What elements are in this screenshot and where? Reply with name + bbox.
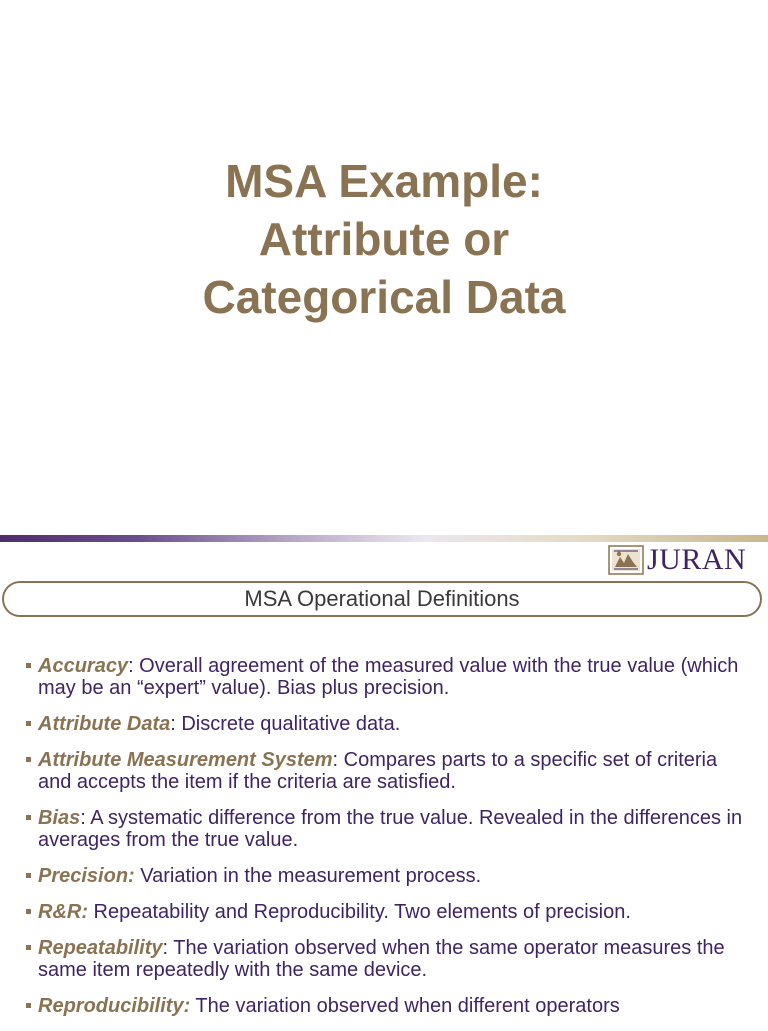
definitions-list: [26, 655, 746, 1031]
definition-term: Repeatability: [38, 937, 163, 959]
definition-text: Overall agreement of the measured value with the true value (which may be an “expert” value). Bias plus precision.: [38, 655, 739, 699]
slide-title: [0, 152, 768, 326]
slide-title-line-3: Categorical Data: [202, 271, 566, 323]
definition-term: Precision:: [38, 865, 135, 887]
definition-text: A systematic difference from the true value. Revealed in the differences in averages from the true value.: [38, 807, 743, 851]
definition-text: The variation observed when different operators: [190, 995, 620, 1017]
gradient-divider: [0, 535, 768, 542]
definition-text: Compares parts to a specific set of criteria and accepts the item if the criteria are satisfied.: [38, 749, 718, 793]
definition-item: [26, 807, 746, 851]
definition-text: Variation in the measurement process.: [134, 865, 482, 887]
definition-item: [26, 995, 746, 1017]
definition-item: [26, 901, 746, 923]
juran-emblem-icon: [608, 545, 644, 575]
juran-logo-text: JURAN: [647, 543, 747, 576]
juran-logo: [608, 544, 746, 576]
definition-item: [26, 655, 746, 699]
section-header: MSA Operational Definitions: [2, 581, 762, 617]
definition-item: [26, 865, 746, 887]
definition-item: [26, 713, 746, 735]
definition-term: Bias: [38, 807, 81, 829]
definitions-slide: [0, 535, 768, 1024]
slide-title-line-1: MSA Example:: [225, 155, 543, 207]
definition-term: R&R:: [38, 901, 88, 923]
definition-item: [26, 749, 746, 793]
definition-separator: :: [170, 713, 176, 735]
definition-separator: :: [128, 655, 134, 677]
definition-separator: :: [332, 749, 339, 771]
definition-term: Attribute Data: [38, 713, 171, 735]
slide-title-line-2: Attribute or: [258, 213, 510, 265]
definition-term: Attribute Measurement System: [38, 749, 333, 771]
definition-text: The variation observed when the same operator measures the same item repeatedly with the same device.: [38, 937, 725, 981]
definition-item: [26, 937, 746, 981]
definition-text: Repeatability and Reproducibility. Two elements of precision.: [88, 901, 631, 923]
definition-separator: :: [80, 807, 86, 829]
definition-term: Reproducibility:: [38, 995, 191, 1017]
definition-term: Accuracy: [38, 655, 129, 677]
definition-separator: :: [162, 937, 169, 959]
definition-text: Discrete qualitative data.: [175, 713, 401, 735]
